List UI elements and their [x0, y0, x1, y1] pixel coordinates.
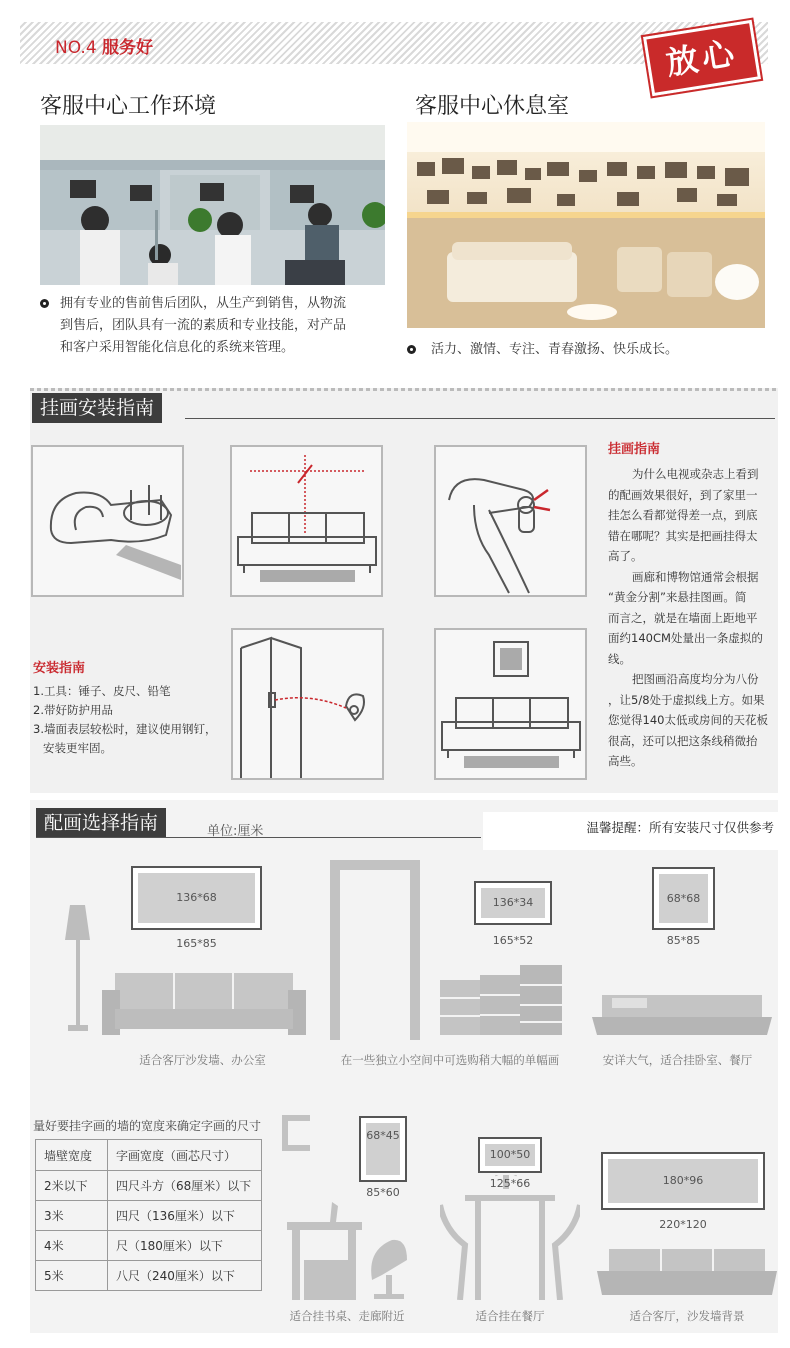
lounge-photo	[407, 122, 765, 328]
install-title: 安装指南	[33, 661, 86, 676]
install-step: 2.带好防护用品	[33, 703, 113, 717]
frame-4-outer: 85*60	[366, 1186, 400, 1199]
dining-scene	[440, 1175, 580, 1300]
picture-width-cell: 八尺（240厘米）以下	[108, 1261, 262, 1291]
guide-line: 而言之，就是在墙面上距地平	[608, 610, 758, 625]
guide-line: ，让5/8处于虚拟线上方。如果	[608, 692, 765, 707]
install-step: 安装更牢固。	[43, 741, 112, 755]
guide-line: 高些。	[608, 754, 643, 768]
desc-line-2: 到售后，团队具有一流的素质和专业技能，对产品	[60, 318, 347, 333]
install-step: 1.工具：锤子、皮尺、铅笔	[33, 684, 171, 698]
wall-width-cell: 2米以下	[36, 1171, 108, 1201]
frame-4-inner: 68*45	[366, 1123, 400, 1175]
unit-label: 单位:厘米	[207, 824, 264, 839]
frame-5-outer: 125*66	[489, 1177, 531, 1190]
frame-1-outer: 165*85	[176, 937, 217, 950]
guide-line: 线。	[608, 651, 631, 666]
desc-line-3: 和客户采用智能化信息化的系统来管理。	[60, 340, 295, 355]
lounge-desc-text: 活力、激情、专注、青春激扬、快乐成长。	[431, 342, 679, 357]
guide-text	[608, 464, 778, 772]
section-number: NO.4	[55, 38, 97, 58]
table-header-row	[36, 1140, 262, 1171]
guide-line: 画廊和博物馆通常会根据	[632, 569, 759, 584]
lounge-desc	[407, 339, 765, 361]
install-steps	[33, 682, 233, 758]
door-illustration	[231, 628, 384, 780]
guide-line: 很高，还可以把这条线稍微抬	[608, 733, 758, 748]
guide-line: 您觉得140太低或房间的天花板	[608, 713, 768, 727]
table-row	[36, 1261, 262, 1291]
frame-3-outer: 85*85	[666, 934, 701, 947]
frame-5	[478, 1137, 542, 1173]
scene-5-caption: 适合挂在餐厅	[475, 1309, 545, 1323]
wall-width-cell: 4米	[36, 1231, 108, 1261]
installation-heading: 挂画安装指南	[32, 393, 162, 423]
wall-width-cell: 5米	[36, 1261, 108, 1291]
guide-title: 挂画指南	[608, 442, 661, 457]
guide-line: 挂怎么看都觉得差一点，到底	[608, 508, 758, 522]
frame-4	[359, 1116, 407, 1182]
picture-width-cell: 四尺斗方（68厘米）以下	[108, 1171, 262, 1201]
reference-tip: 温馨提醒：所有安装尺寸仅供参考	[483, 812, 778, 850]
frame-2	[474, 881, 552, 925]
section-label	[55, 33, 153, 58]
sofa-crosshair-illustration	[230, 445, 383, 597]
size-table-title: 量好要挂字画的墙的宽度来确定字画的尺寸	[33, 1119, 262, 1133]
table-header-cell: 字画宽度（画芯尺寸）	[108, 1140, 262, 1171]
table-row	[36, 1231, 262, 1261]
frame-2-inner: 136*34	[481, 888, 545, 918]
guide-line: 高了。	[608, 549, 643, 563]
table-header-cell: 墙壁宽度	[36, 1140, 108, 1171]
frame-3-inner: 68*68	[659, 874, 708, 923]
frame-6-inner: 180*96	[608, 1159, 758, 1203]
scene-6-caption: 适合客厅，沙发墙背景	[629, 1309, 745, 1323]
desc-line-1: 拥有专业的售前售后团队，从生产到销售，从物流	[60, 296, 347, 311]
wall-width-cell: 3米	[36, 1201, 108, 1231]
guide-line: 面约140CM处量出一条虚拟的	[608, 631, 763, 645]
office-photo	[40, 125, 385, 285]
scene-2-caption: 在一些独立小空间中可选购稍大幅的单幅画	[340, 1053, 560, 1067]
frame-3	[652, 867, 715, 930]
heading-rule	[185, 418, 775, 419]
table-row	[36, 1171, 262, 1201]
scene-3-caption: 安详大气，适合挂卧室、餐厅	[602, 1053, 753, 1067]
guide-line: 为什么电视或杂志上看到	[632, 467, 759, 481]
hook-illustration	[31, 445, 184, 597]
scene-4-caption: 适合挂书桌、走廊附近	[289, 1309, 405, 1323]
section-label-text: 服务好	[102, 38, 154, 58]
guide-line: 错在哪呢？其实是把画挂得太	[608, 528, 758, 543]
hammer-illustration	[434, 445, 587, 597]
guide-line: “黄金分割”来悬挂图画。简	[608, 590, 747, 604]
picture-width-cell: 尺（180厘米）以下	[108, 1231, 262, 1261]
reassurance-stamp: 放心	[643, 20, 761, 96]
sofa-wall-scene	[597, 1245, 777, 1300]
bedroom-scene	[592, 990, 772, 1040]
table-row	[36, 1201, 262, 1231]
frame-5-inner: 100*50	[485, 1144, 535, 1166]
bullet-icon	[40, 299, 49, 308]
frame-6-outer: 220*120	[659, 1218, 707, 1231]
picture-width-cell: 四尺（136厘米）以下	[108, 1201, 262, 1231]
size-table	[35, 1139, 262, 1291]
work-environment-desc	[40, 293, 385, 359]
guide-line: 的配画效果很好，到了家里一	[608, 487, 758, 502]
bullet-icon	[407, 345, 416, 354]
frame-1	[131, 866, 262, 930]
work-environment-title: 客服中心工作环境	[40, 94, 217, 119]
scene-1-caption: 适合客厅沙发墙、办公室	[139, 1053, 266, 1067]
size-guide-heading: 配画选择指南	[36, 808, 166, 838]
sofa-picture-illustration	[434, 628, 587, 780]
install-step: 3.墙面表层较松时，建议使用钢钉，	[33, 722, 217, 736]
frame-6	[601, 1152, 765, 1210]
guide-line: 把图画沿高度均分为八份	[632, 672, 759, 686]
lounge-title: 客服中心休息室	[415, 94, 570, 119]
frame-1-inner: 136*68	[138, 873, 255, 923]
frame-2-outer: 165*52	[492, 934, 534, 947]
